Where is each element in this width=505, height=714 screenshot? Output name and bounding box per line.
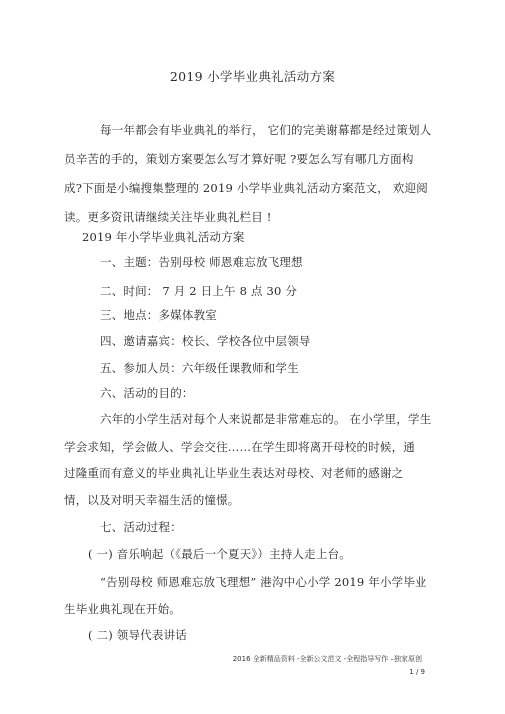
process-line-2: 生毕业典礼现在开始。 xyxy=(64,602,181,616)
footer-text: 2016 全新精品资料 -全新公文范文 -全程指导写作 –独家原创 xyxy=(232,655,422,663)
purpose-line-2: 学会求知，学会做人、学会交往……在学生即将离开母校的时候，通 xyxy=(64,440,415,454)
intro-line-1: 每一年都会有毕业典礼的举行， 它们的完美谢幕都是经过策划人 xyxy=(100,123,432,137)
page-number: 1 / 9 xyxy=(409,668,425,676)
process-step-1: ( 一) 音乐响起（《最后一个夏天》）主持人走上台。 xyxy=(88,547,351,561)
section-heading: 2019 年小学毕业典礼活动方案 xyxy=(82,230,245,244)
item-participants: 五、参加人员：六年级任课教师和学生 xyxy=(100,361,299,375)
document-title: 2019 小学毕业典礼活动方案 xyxy=(169,69,336,84)
item-theme: 一、主题：告别母校 师恩难忘放飞理想 xyxy=(100,255,303,269)
intro-line-3: 成?下面是小编搜集整理的 2019 小学毕业典礼活动方案范文， 欢迎阅 xyxy=(64,181,428,195)
purpose-line-3: 过隆重而有意义的毕业典礼让毕业生表达对母校、对老师的感谢之 xyxy=(64,466,404,480)
intro-line-2: 员辛苦的手的，策划方案要怎么写才算好呢 ?要怎么写有哪几方面构 xyxy=(64,152,414,166)
process-line-1: “告别母校 师恩难忘放飞理想” 港沟中心小学 2019 年小学毕业 xyxy=(100,575,427,589)
process-step-2: ( 二) 领导代表讲话 xyxy=(88,628,187,642)
intro-line-4: 读。更多资讯请继续关注毕业典礼栏目 ! xyxy=(64,210,272,224)
item-guests: 四、邀请嘉宾：校长、学校各位中层领导 xyxy=(100,334,311,348)
item-process: 七、活动过程： xyxy=(100,520,182,534)
purpose-line-1: 六年的小学生活对每个人来说都是非常难忘的。 在小学里，学生 xyxy=(100,412,432,426)
item-location: 三、地点：多媒体教室 xyxy=(100,308,217,322)
item-time: 二、时间： 7 月 2 日上午 8 点 30 分 xyxy=(100,284,298,298)
item-purpose: 六、活动的目的： xyxy=(100,386,194,400)
purpose-line-4: 情，以及对明天幸福生活的憧憬。 xyxy=(64,493,240,507)
